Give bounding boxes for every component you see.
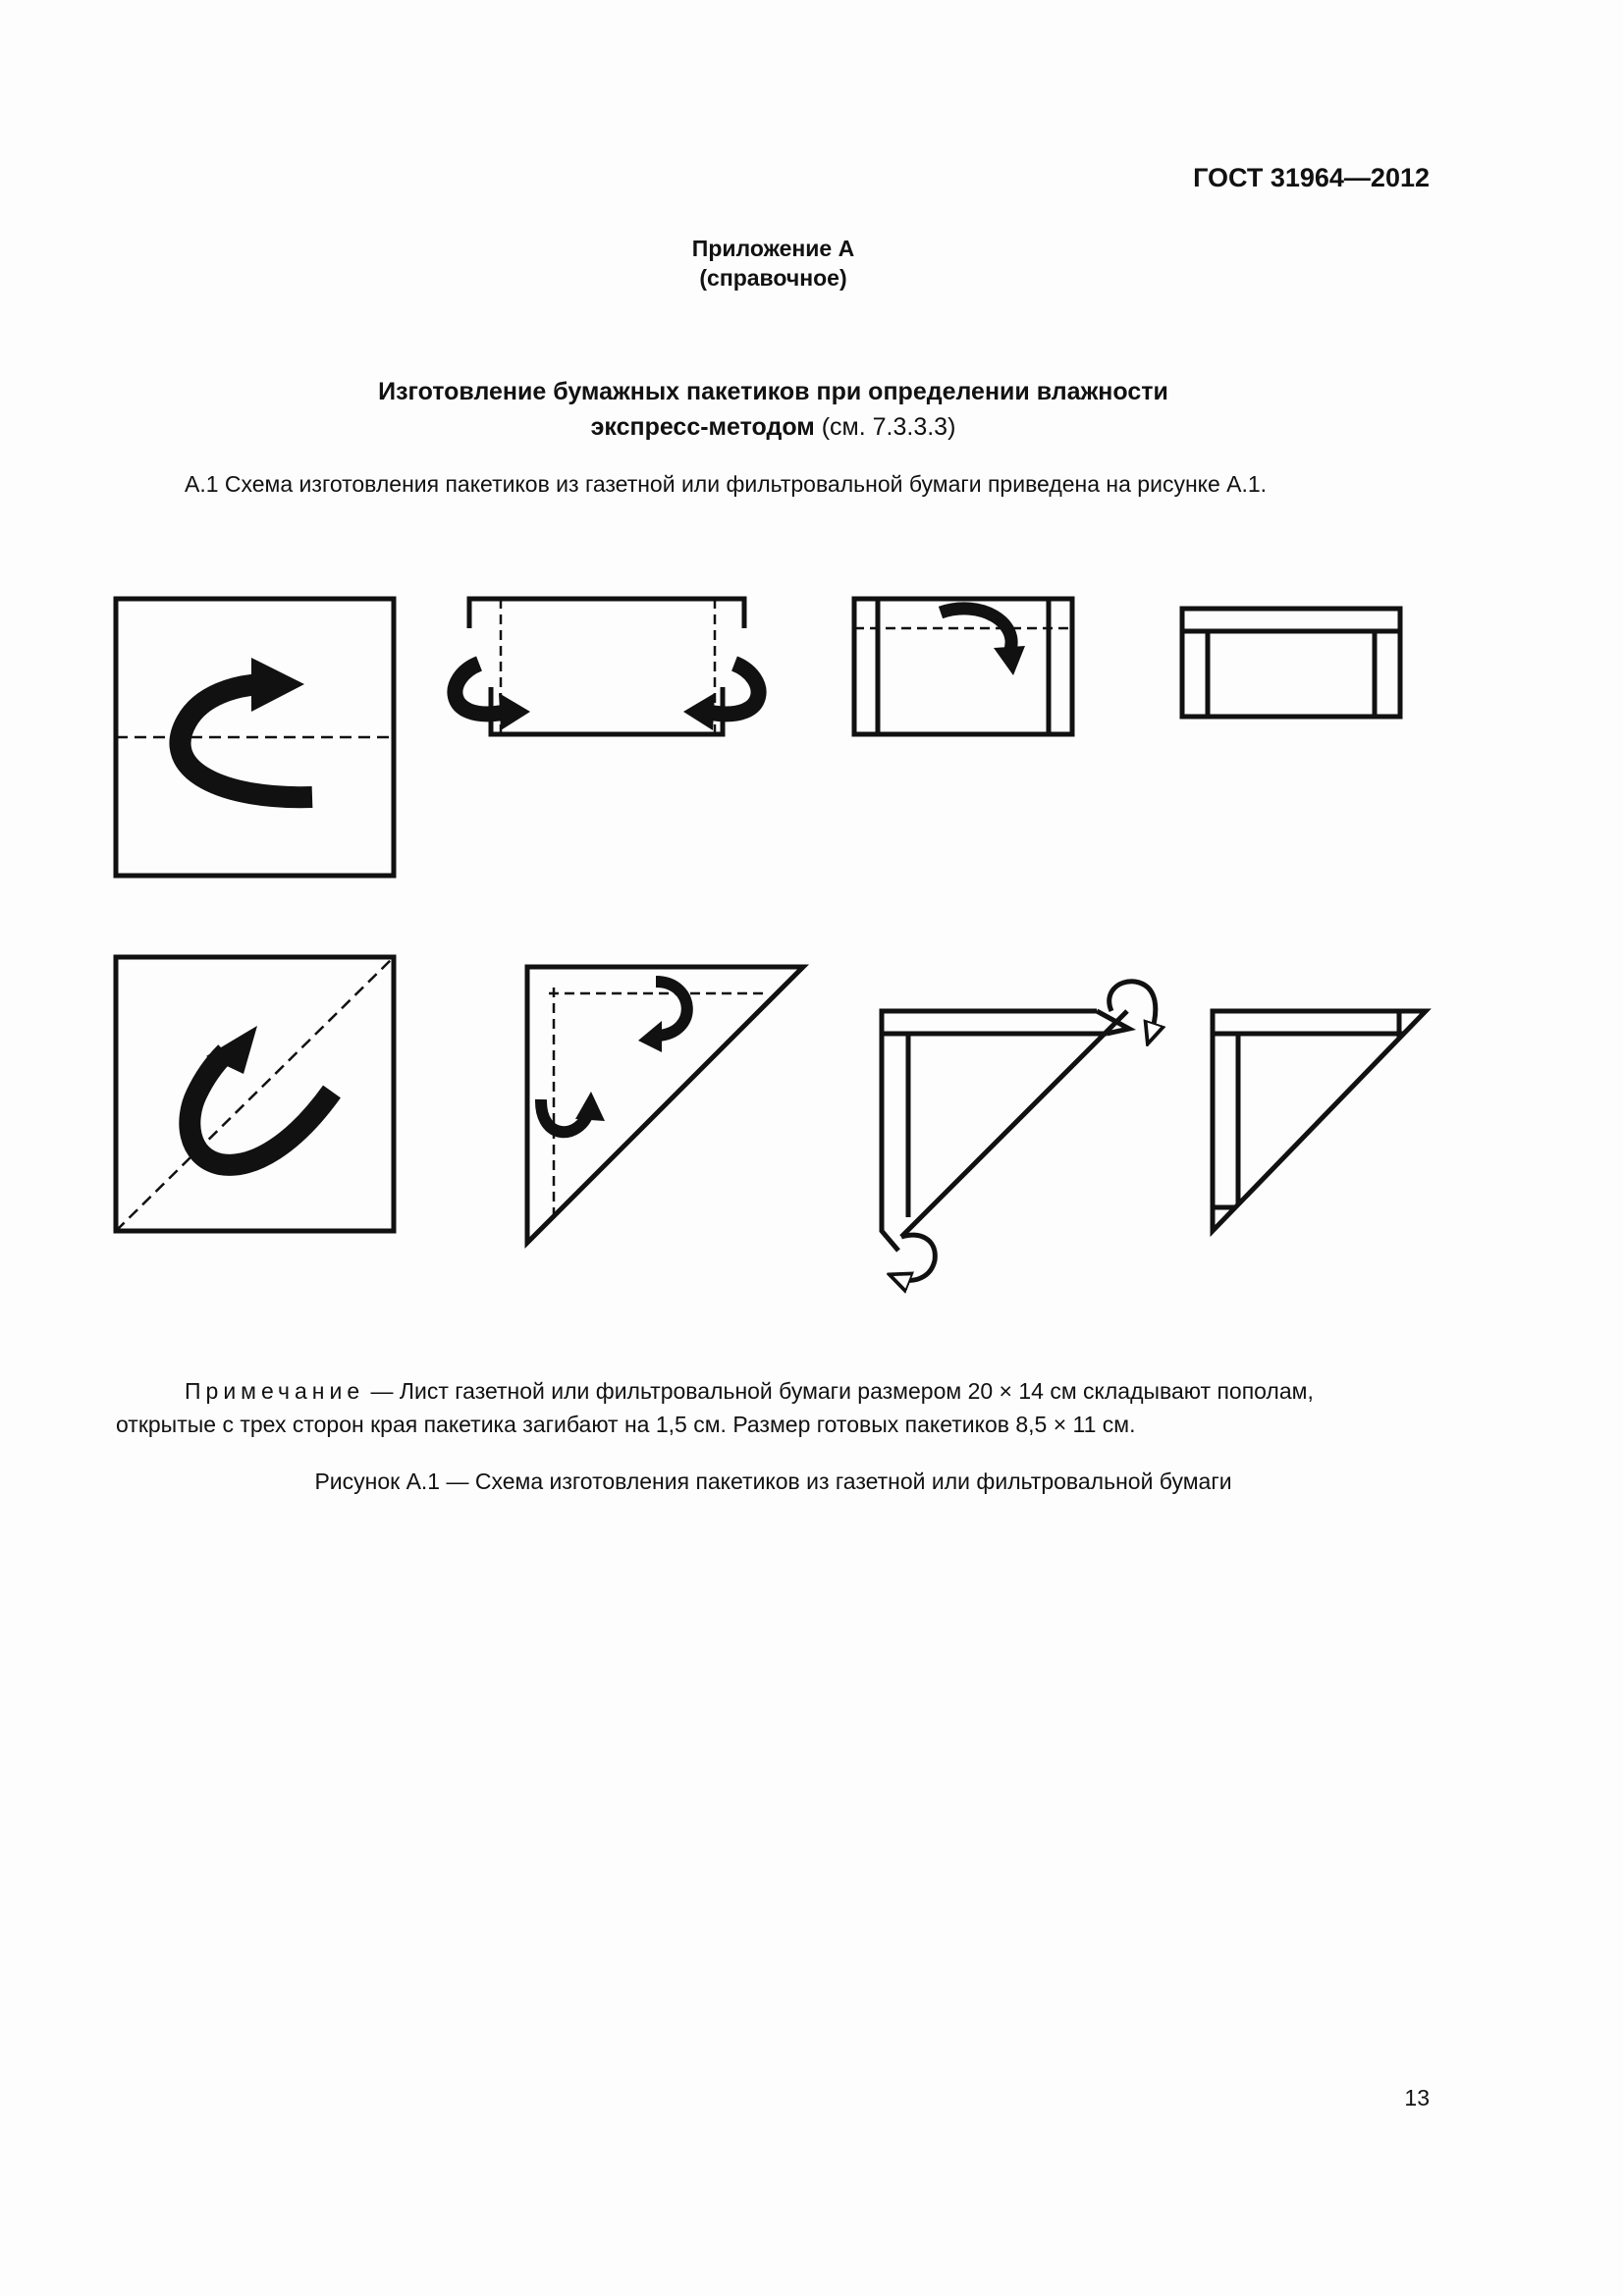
heading-reference: (см. 7.3.3.3) (814, 413, 956, 441)
step-6-fold-triangle-edges (527, 967, 803, 1243)
appendix-status: (справочное) (699, 265, 847, 291)
page-number: 13 (1404, 2085, 1430, 2110)
step-1-fold-in-half (116, 599, 394, 876)
note-label: Примечание (185, 1378, 365, 1404)
paragraph-a1: А.1 Схема изготовления пакетиков из газетной или фильтровальной бумаги приведена на рисунке А.1. (185, 471, 1268, 497)
step-8-finished-triangle (1213, 1011, 1426, 1231)
step-2-fold-side-edges (455, 599, 758, 734)
heading-line-1: Изготовление бумажных пакетиков при определении влажности (378, 378, 1168, 405)
note-line-1: — Лист газетной или фильтровальной бумаги размером 20 × 14 см складывают пополам, (364, 1378, 1314, 1404)
step-3-fold-top-edge (854, 599, 1072, 734)
document-id: ГОСТ 31964—2012 (1193, 163, 1430, 192)
note (116, 1374, 1432, 1441)
figure-caption: Рисунок А.1 — Схема изготовления пакетиков из газетной или фильтровальной бумаги (314, 1468, 1232, 1494)
step-7-fold-corners (882, 982, 1156, 1280)
heading-line-2: экспресс-методом (590, 413, 815, 441)
note-line-2: открытые с трех сторон края пакетика загибают на 1,5 см. Размер готовых пакетиков 8,5 × 11 см. (116, 1412, 1136, 1437)
appendix-label: Приложение А (691, 236, 855, 261)
step-5-fold-diagonal (116, 957, 394, 1231)
step-4-folded-rectangle (1182, 609, 1400, 717)
